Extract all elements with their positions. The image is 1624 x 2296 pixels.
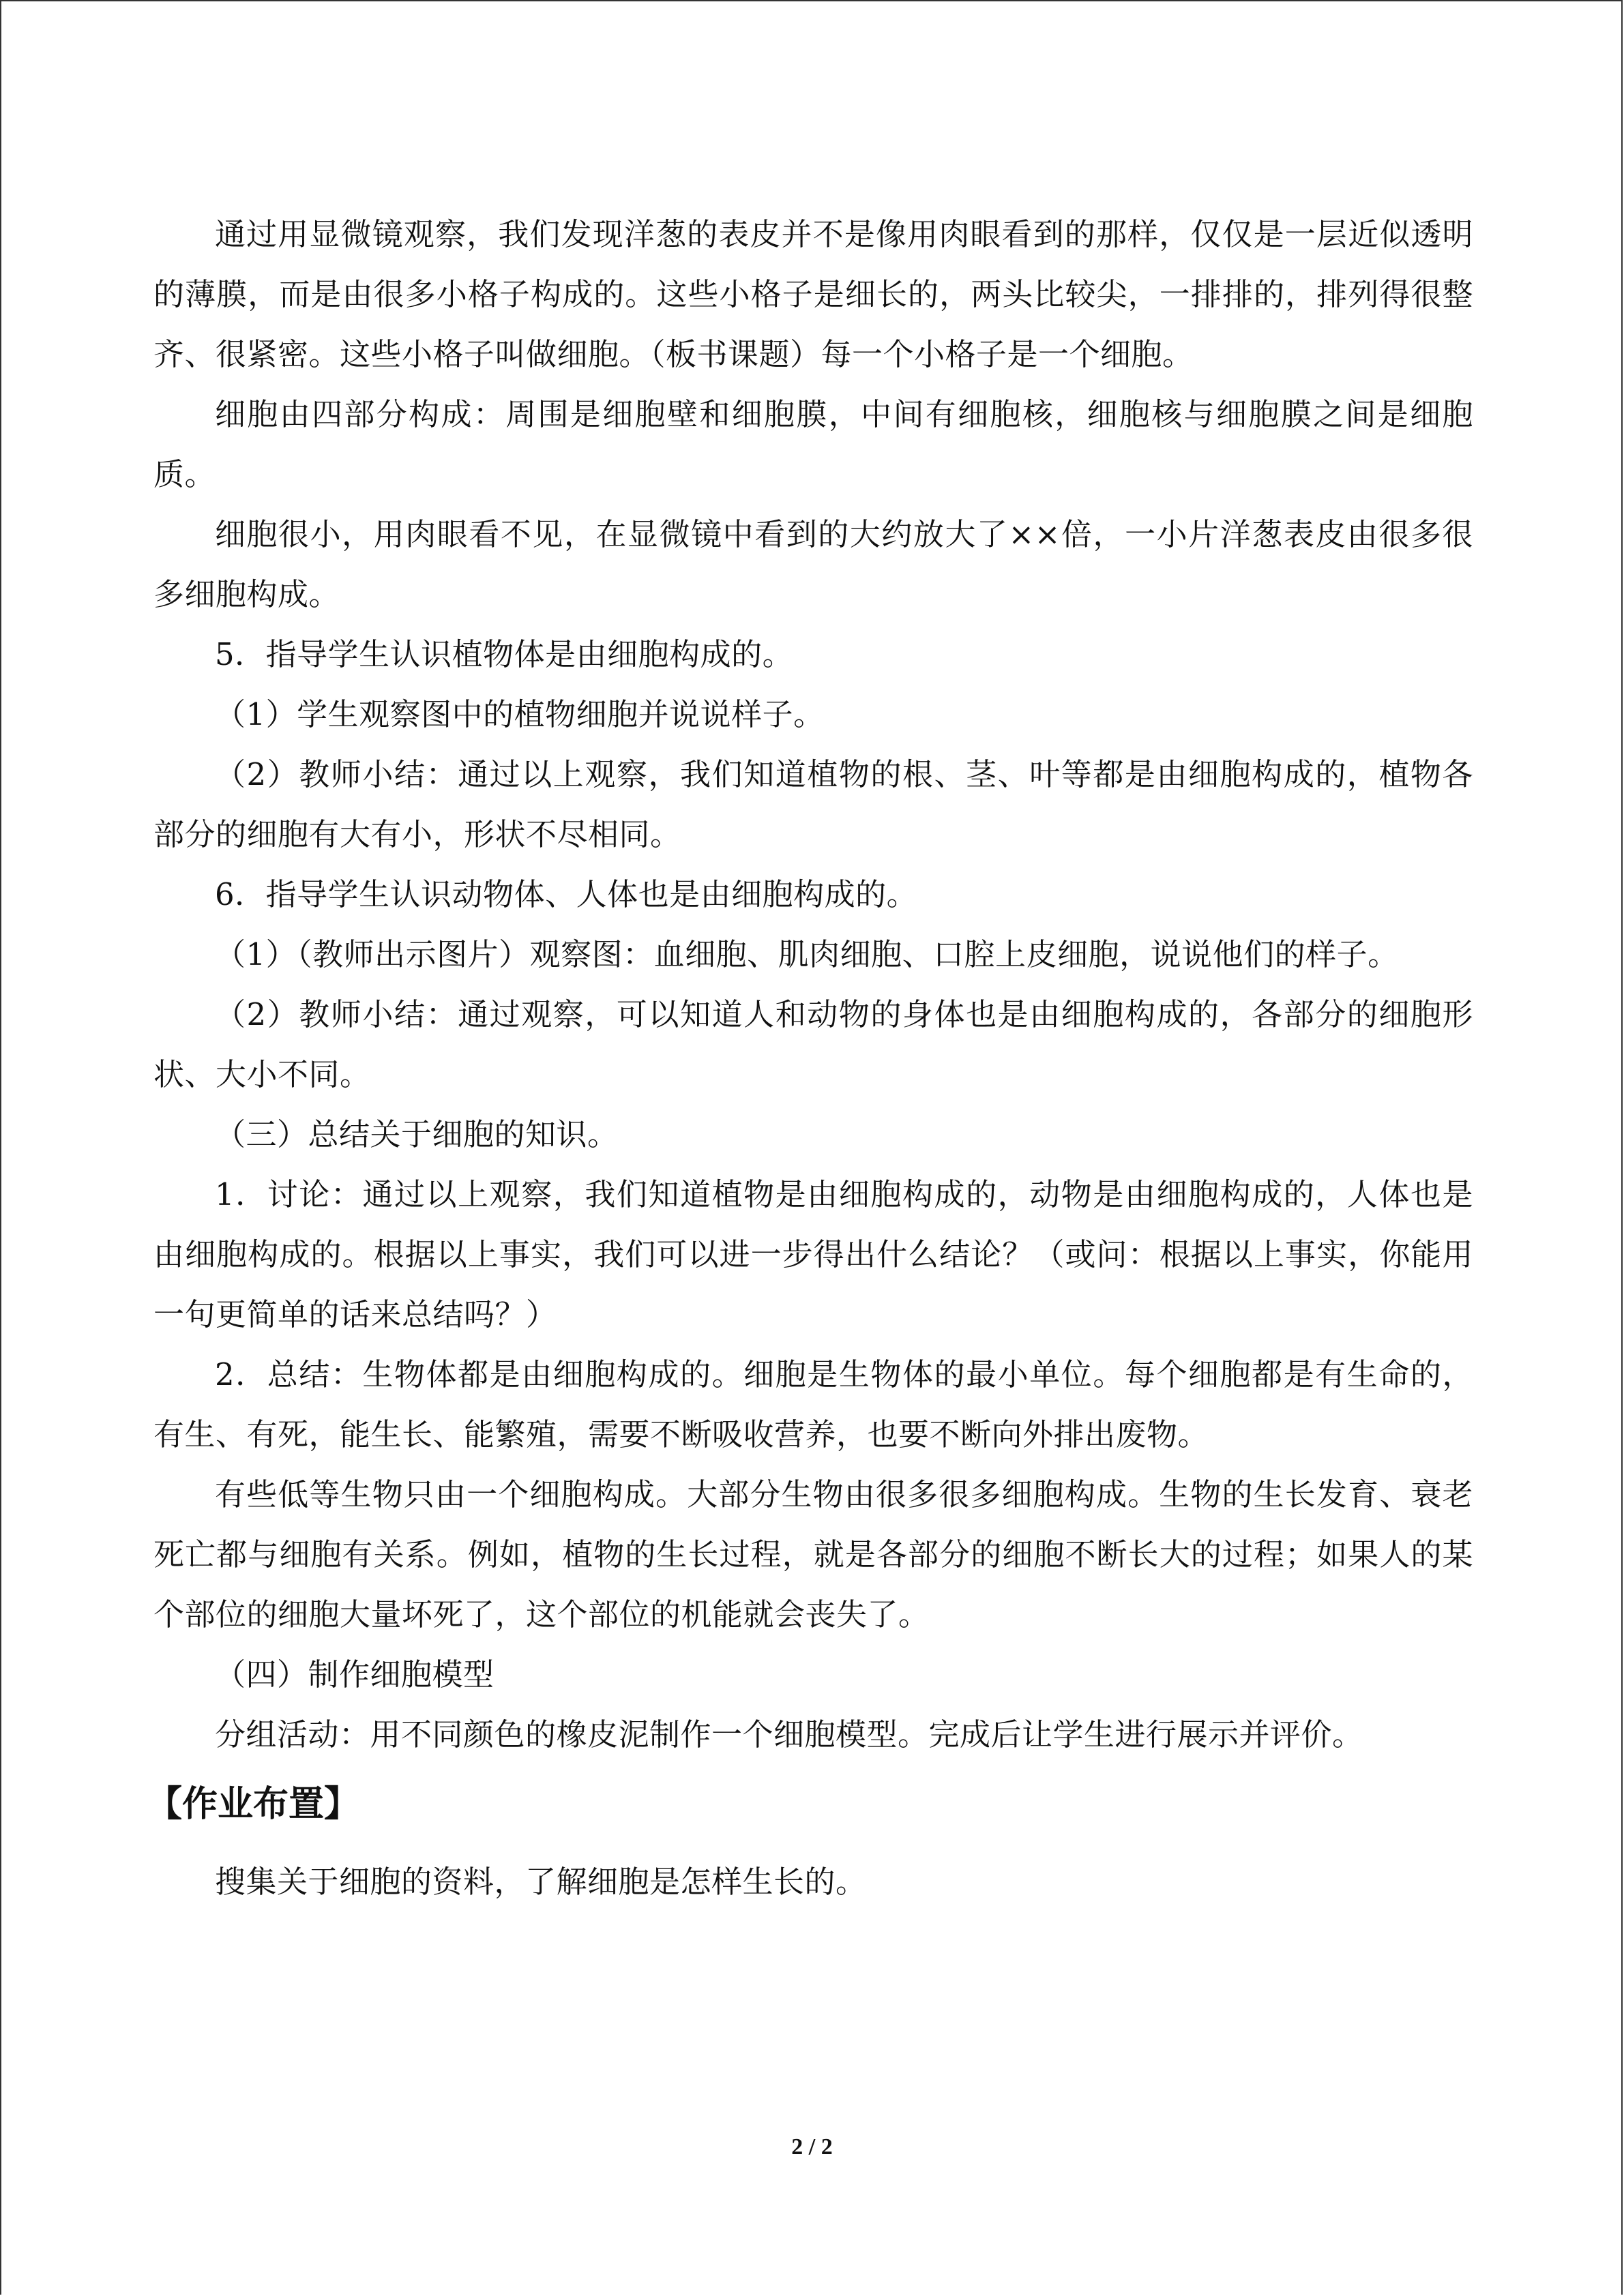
paragraph-lower-organisms: 有些低等生物只由一个细胞构成。大部分生物由很多很多细胞构成。生物的生长发育、衰老死亡都与细胞有关系。例如，植物的生长过程，就是各部分的细胞不断长大的过程；如果人的某个部位的细胞大量坏死了，这个部位的机能就会丧失了。 <box>153 1476 1473 1632</box>
paragraph-cell-structure: 细胞由四部分构成：周围是细胞壁和细胞膜，中间有细胞核，细胞核与细胞膜之间是细胞质。 <box>153 396 1473 492</box>
homework-text: 搜集关于细胞的资料，了解细胞是怎样生长的。 <box>215 1864 867 1900</box>
paragraph-section-4: （四）制作细胞模型 <box>215 1656 494 1693</box>
paragraph-step-6-1: （1）（教师出示图片）观察图：血细胞、肌肉细胞、口腔上皮细胞，说说他们的样子。 <box>215 936 1399 972</box>
paragraph-cell-size: 细胞很小，用肉眼看不见，在显微镜中看到的大约放大了××倍，一小片洋葱表皮由很多很多细胞构成。 <box>153 516 1473 612</box>
paragraph-step-5-2: （2）教师小结：通过以上观察，我们知道植物的根、茎、叶等都是由细胞构成的，植物各部分的细胞有大有小，形状不尽相同。 <box>153 756 1473 852</box>
document-body <box>147 205 1473 1912</box>
paragraph-step-5-1: （1）学生观察图中的植物细胞并说说样子。 <box>215 696 825 732</box>
paragraph-discussion: 1．讨论：通过以上观察，我们知道植物是由细胞构成的，动物是由细胞构成的，人体也是由细胞构成的。根据以上事实，我们可以进一步得出什么结论？（或问：根据以上事实，你能用一句更简单的话来总结吗？） <box>153 1176 1473 1332</box>
paragraph-section-3: （三）总结关于细胞的知识。 <box>215 1116 619 1152</box>
paragraph-step-5: 5．指导学生认识植物体是由细胞构成的。 <box>215 636 794 672</box>
paragraph-group-activity: 分组活动：用不同颜色的橡皮泥制作一个细胞模型。完成后让学生进行展示并评价。 <box>215 1716 1363 1753</box>
paragraph-step-6-2: （2）教师小结：通过观察，可以知道人和动物的身体也是由细胞构成的，各部分的细胞形状、大小不同。 <box>153 996 1473 1092</box>
paragraph-step-6: 6．指导学生认识动物体、人体也是由细胞构成的。 <box>215 876 918 912</box>
page-number: 2 / 2 <box>791 2134 833 2160</box>
paragraph-summary: 2．总结：生物体都是由细胞构成的。细胞是生物体的最小单位。每个细胞都是有生命的，有生、有死，能生长、能繁殖，需要不断吸收营养，也要不断向外排出废物。 <box>153 1356 1473 1452</box>
paragraph-onion-observation: 通过用显微镜观察，我们发现洋葱的表皮并不是像用肉眼看到的那样，仅仅是一层近似透明的薄膜，而是由很多小格子构成的。这些小格子是细长的，两头比较尖，一排排的，排列得很整齐、很紧密。这些小格子叫做细胞。（板书课题）每一个小格子是一个细胞。 <box>153 216 1473 372</box>
homework-heading: 【作业布置】 <box>147 1784 360 1825</box>
